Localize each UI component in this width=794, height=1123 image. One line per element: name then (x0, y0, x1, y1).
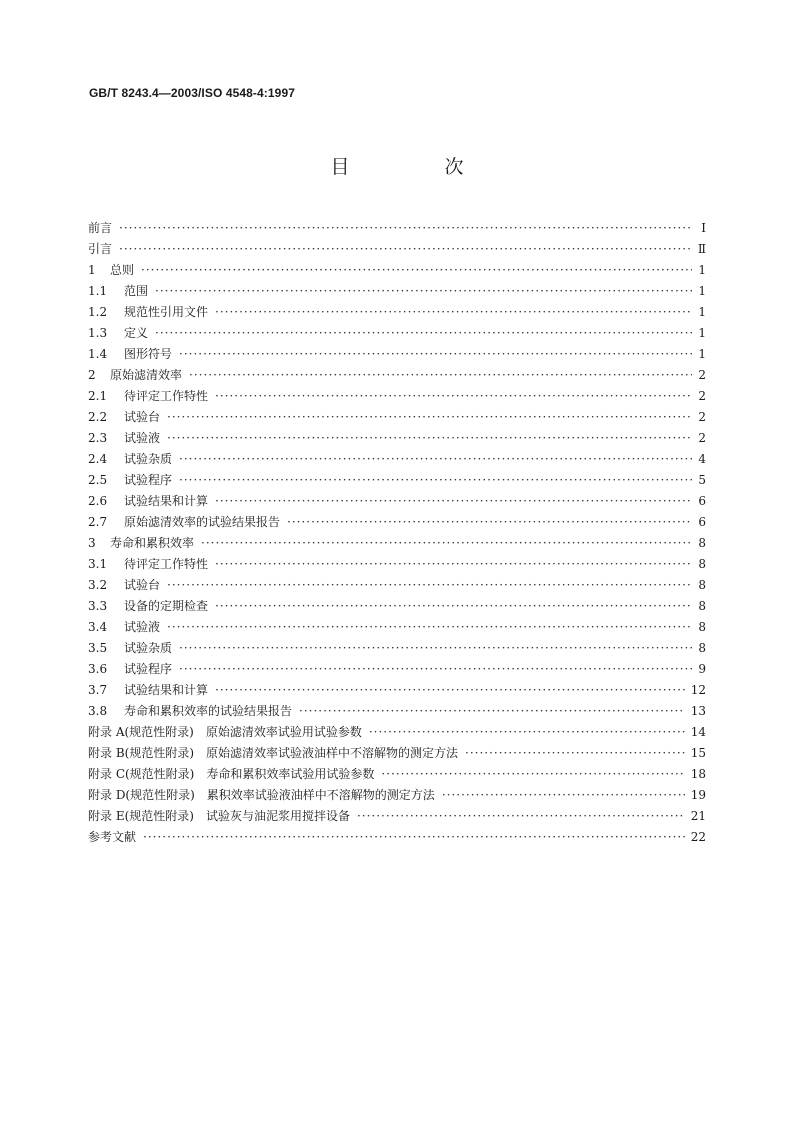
toc-entry-label (88, 407, 160, 428)
toc-entry-page: 6 (698, 494, 706, 508)
toc-entry-text: 附录 A(规范性附录) 原始滤清效率试验用试验参数 (88, 725, 362, 739)
toc-entry[interactable] (88, 554, 706, 575)
toc-entry-label (88, 554, 208, 575)
toc-entry-page: 1 (698, 326, 706, 340)
toc-entry-text: 图形符号 (124, 347, 173, 361)
toc-entry-page: 19 (690, 788, 706, 802)
toc-entry-number: 2.6 (88, 494, 108, 508)
toc-leader-dots (201, 533, 692, 554)
toc-entry[interactable] (88, 575, 706, 596)
toc-entry-label (88, 323, 148, 344)
toc-leader-dots (381, 764, 684, 785)
toc-entry-number: 1.4 (88, 347, 108, 361)
toc-entry-label (88, 239, 112, 260)
toc-entry-text: 待评定工作特性 (124, 389, 209, 403)
toc-leader-dots (179, 638, 692, 659)
toc-entry-text: 待评定工作特性 (124, 557, 209, 571)
toc-leader-dots (215, 386, 692, 407)
toc-entry-page: Ⅱ (697, 242, 706, 256)
toc-entry-label (88, 743, 458, 764)
toc-entry-page: I (701, 221, 706, 235)
standard-number-header: GB/T 8243.4—2003/ISO 4548-4:1997 (89, 86, 295, 100)
toc-entry-number: 3.4 (88, 620, 108, 634)
toc-leader-dots (357, 806, 685, 827)
toc-entry-text: 试验液 (124, 431, 161, 445)
toc-entry-page: 12 (690, 683, 706, 697)
toc-entry-text: 附录 C(规范性附录) 寿命和累积效率试验用试验参数 (88, 767, 375, 781)
toc-entry-label (88, 575, 160, 596)
toc-entry-label (88, 722, 362, 743)
toc-entry-page: 18 (690, 767, 706, 781)
toc-entry-label (88, 428, 160, 449)
toc-entry-number: 2.4 (88, 452, 108, 466)
toc-leader-dots (119, 218, 692, 239)
toc-leader-dots (215, 302, 692, 323)
toc-entry[interactable] (88, 365, 706, 386)
toc-entry-page: 8 (698, 536, 706, 550)
toc-entry-text: 试验杂质 (124, 452, 173, 466)
toc-entry-number: 3.7 (88, 683, 108, 697)
toc-entry[interactable] (88, 806, 706, 827)
toc-entry-page: 1 (698, 284, 706, 298)
toc-entry-page: 5 (698, 473, 706, 487)
toc-entry-text: 寿命和累积效率 (110, 536, 195, 550)
toc-entry-page: 2 (698, 389, 706, 403)
toc-entry-text: 试验液 (124, 620, 161, 634)
toc-leader-dots (167, 428, 692, 449)
toc-entry-label (88, 281, 148, 302)
toc-entry-number: 3.2 (88, 578, 108, 592)
toc-entry-number: 2.3 (88, 431, 108, 445)
toc-entry-text: 参考文献 (88, 830, 137, 844)
toc-entry-text: 试验台 (124, 410, 161, 424)
toc-entry-label (88, 659, 172, 680)
toc-entry-page: 14 (690, 725, 706, 739)
toc-entry-number: 2.5 (88, 473, 108, 487)
toc-entry[interactable] (88, 239, 706, 260)
toc-entry[interactable] (88, 218, 706, 239)
toc-entry-page: 13 (690, 704, 706, 718)
toc-entry[interactable] (88, 680, 706, 701)
toc-entry[interactable] (88, 302, 706, 323)
toc-entry-text: 范围 (124, 284, 149, 298)
toc-leader-dots (215, 554, 692, 575)
toc-leader-dots (179, 344, 692, 365)
toc-entry[interactable] (88, 512, 706, 533)
toc-entry-number: 3.1 (88, 557, 108, 571)
toc-entry[interactable] (88, 470, 706, 491)
toc-entry-text: 引言 (88, 242, 113, 256)
toc-entry-number: 3.3 (88, 599, 108, 613)
toc-entry-text: 前言 (88, 221, 113, 235)
toc-entry[interactable] (88, 785, 706, 806)
toc-entry-number: 3 (88, 536, 96, 550)
toc-leader-dots (369, 722, 685, 743)
toc-leader-dots (189, 365, 692, 386)
toc-entry[interactable] (88, 344, 706, 365)
toc-entry-label (88, 344, 172, 365)
toc-entry[interactable] (88, 428, 706, 449)
toc-entry[interactable] (88, 323, 706, 344)
toc-entry-number: 2.2 (88, 410, 108, 424)
toc-entry-text: 定义 (124, 326, 149, 340)
toc-entry-text: 试验结果和计算 (124, 494, 209, 508)
toc-leader-dots (215, 680, 685, 701)
toc-entry-page: 8 (698, 557, 706, 571)
toc-entry-page: 2 (698, 410, 706, 424)
toc-entry-page: 8 (698, 599, 706, 613)
toc-entry-page: 1 (698, 305, 706, 319)
toc-entry-page: 8 (698, 620, 706, 634)
toc-entry-number: 1.2 (88, 305, 108, 319)
toc-leader-dots (155, 281, 692, 302)
toc-entry-number: 1.1 (88, 284, 108, 298)
toc-leader-dots (299, 701, 685, 722)
toc-entry-text: 原始滤清效率 (110, 368, 183, 382)
toc-entry-number: 3.6 (88, 662, 108, 676)
toc-entry-number: 3.8 (88, 704, 108, 718)
toc-entry-page: 2 (698, 431, 706, 445)
toc-leader-dots (465, 743, 685, 764)
toc-entry[interactable] (88, 491, 706, 512)
toc-entry-text: 原始滤清效率的试验结果报告 (124, 515, 281, 529)
toc-leader-dots (155, 323, 692, 344)
toc-entry-number: 2 (88, 368, 96, 382)
toc-entry-text: 设备的定期检查 (124, 599, 209, 613)
toc-entry-label (88, 491, 208, 512)
toc-leader-dots (215, 491, 692, 512)
toc-entry-text: 总则 (110, 263, 135, 277)
toc-leader-dots (119, 239, 692, 260)
toc-entry[interactable] (88, 701, 706, 722)
toc-entry-text: 附录 B(规范性附录) 原始滤清效率试验液油样中不溶解物的测定方法 (88, 746, 458, 760)
toc-title: 目 次 (330, 156, 502, 178)
toc-entry-page: 6 (698, 515, 706, 529)
toc-entry[interactable] (88, 722, 706, 743)
toc-entry[interactable] (88, 449, 706, 470)
toc-entry-text: 附录 D(规范性附录) 累积效率试验液油样中不溶解物的测定方法 (88, 788, 435, 802)
toc-entry-page: 2 (698, 368, 706, 382)
toc-entry[interactable] (88, 386, 706, 407)
toc-entry-text: 寿命和累积效率的试验结果报告 (124, 704, 293, 718)
toc-entry-label (88, 386, 208, 407)
toc-entry-label (88, 785, 435, 806)
toc-entry-label (88, 596, 208, 617)
toc-entry-label (88, 638, 172, 659)
toc-entry-page: 8 (698, 578, 706, 592)
toc-leader-dots (179, 449, 692, 470)
toc-entry-page: 22 (690, 830, 706, 844)
toc-entry-text: 试验程序 (124, 662, 173, 676)
toc-leader-dots (442, 785, 685, 806)
toc-entry[interactable] (88, 743, 706, 764)
toc-entry-text: 试验台 (124, 578, 161, 592)
toc-entry-text: 试验程序 (124, 473, 173, 487)
toc-entry-page: 21 (690, 809, 706, 823)
toc-entry-label (88, 827, 136, 848)
toc-leader-dots (143, 827, 685, 848)
toc-entry-page: 4 (698, 452, 706, 466)
toc-entry-label (88, 365, 182, 386)
toc-entry-number: 1 (88, 263, 96, 277)
toc-entry-number: 3.5 (88, 641, 108, 655)
toc-entry-label (88, 533, 194, 554)
toc-entry-label (88, 302, 208, 323)
toc-entry-number: 2.7 (88, 515, 108, 529)
toc-leader-dots (167, 575, 692, 596)
toc-entry[interactable] (88, 764, 706, 785)
toc-entry[interactable] (88, 407, 706, 428)
toc-entry-label (88, 680, 208, 701)
toc-entry-label (88, 806, 350, 827)
toc-entry[interactable] (88, 827, 706, 848)
toc-leader-dots (287, 512, 692, 533)
toc-leader-dots (167, 617, 692, 638)
toc-entry[interactable] (88, 281, 706, 302)
toc-entry-label (88, 512, 280, 533)
toc-leader-dots (215, 596, 692, 617)
toc-leader-dots (179, 470, 692, 491)
toc-entry[interactable] (88, 533, 706, 554)
toc-entry-page: 15 (690, 746, 706, 760)
toc-entry[interactable] (88, 596, 706, 617)
toc-entry-page: 1 (698, 263, 706, 277)
toc-leader-dots (179, 659, 692, 680)
toc-entry-page: 8 (698, 641, 706, 655)
toc-entry-label (88, 260, 134, 281)
toc-entry-number: 1.3 (88, 326, 108, 340)
toc-entry-text: 附录 E(规范性附录) 试验灰与油泥浆用搅拌设备 (88, 809, 350, 823)
toc-entry-text: 试验结果和计算 (124, 683, 209, 697)
toc-entry-label (88, 218, 112, 239)
toc-leader-dots (141, 260, 692, 281)
table-of-contents (88, 218, 706, 848)
toc-entry-label (88, 449, 172, 470)
toc-entry[interactable] (88, 617, 706, 638)
toc-entry-text: 试验杂质 (124, 641, 173, 655)
toc-entry-label (88, 701, 292, 722)
toc-entry-label (88, 617, 160, 638)
toc-entry-label (88, 470, 172, 491)
toc-entry[interactable] (88, 638, 706, 659)
toc-entry[interactable] (88, 659, 706, 680)
toc-entry-page: 9 (698, 662, 706, 676)
toc-leader-dots (167, 407, 692, 428)
toc-entry-label (88, 764, 374, 785)
toc-entry-text: 规范性引用文件 (124, 305, 209, 319)
toc-entry-page: 1 (698, 347, 706, 361)
toc-entry-number: 2.1 (88, 389, 108, 403)
toc-entry[interactable] (88, 260, 706, 281)
